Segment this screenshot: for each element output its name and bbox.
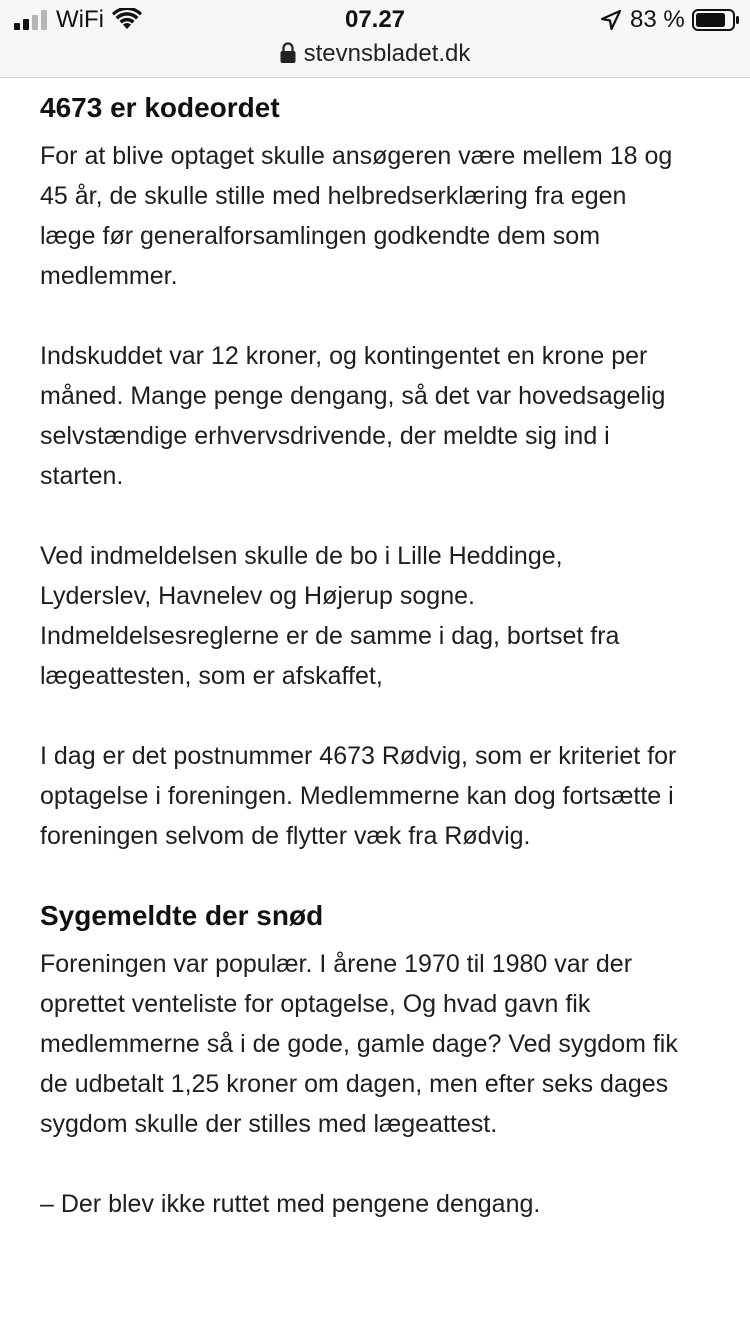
section-heading: 4673 er kodeordet	[40, 92, 280, 123]
battery-percentage: 83 %	[630, 6, 685, 33]
article-paragraph: Ved indmeldelsen skulle de bo i Lille Heddinge, Lyderslev, Havnelev og Højerup sogne. Indmeldelsesreglerne er de samme i dag, bortset fra lægeattesten, som er afskaffet,	[40, 542, 620, 690]
article-paragraph: For at blive optaget skulle ansøgeren være mellem 18 og 45 år, de skulle stille med helbredserklæring fra egen læge før generalforsamlingen godkendte dem som medlemmer.	[40, 142, 673, 290]
browser-chrome	[0, 0, 750, 78]
address-bar[interactable]	[0, 40, 750, 74]
article-paragraph: Foreningen var populær. I årene 1970 til 1980 var der oprettet venteliste for optagelse, Og hvad gavn fik medlemmerne så i de gode, gamle dage? Ved sygdom fik de udbetalt 1,25 kroner om dagen, men efter seks dages sygdom skulle der stilles med lægeattest.	[40, 950, 678, 1138]
status-bar	[0, 0, 750, 40]
article-paragraph: – Der blev ikke ruttet med pengene dengang.	[40, 1190, 541, 1218]
lock-icon	[280, 42, 296, 64]
battery-icon	[692, 9, 740, 31]
article-body	[40, 88, 680, 1224]
location-arrow-icon	[600, 9, 622, 31]
url-text: stevnsbladet.dk	[303, 40, 471, 67]
status-time: 07.27	[344, 6, 406, 33]
article-paragraph: I dag er det postnummer 4673 Rødvig, som er kriteriet for optagelse i foreningen. Medlemmerne kan dog fortsætte i foreningen selvom de flytter væk fra Rødvig.	[40, 742, 677, 850]
section-heading: Sygemeldte der snød	[40, 900, 324, 931]
article-paragraph: Indskuddet var 12 kroner, og kontingentet en krone per måned. Mange penge dengang, så det var hovedsagelig selvstændige erhvervsdrivende, der meldte sig ind i starten.	[40, 342, 666, 490]
carrier-label: WiFi	[56, 6, 104, 33]
